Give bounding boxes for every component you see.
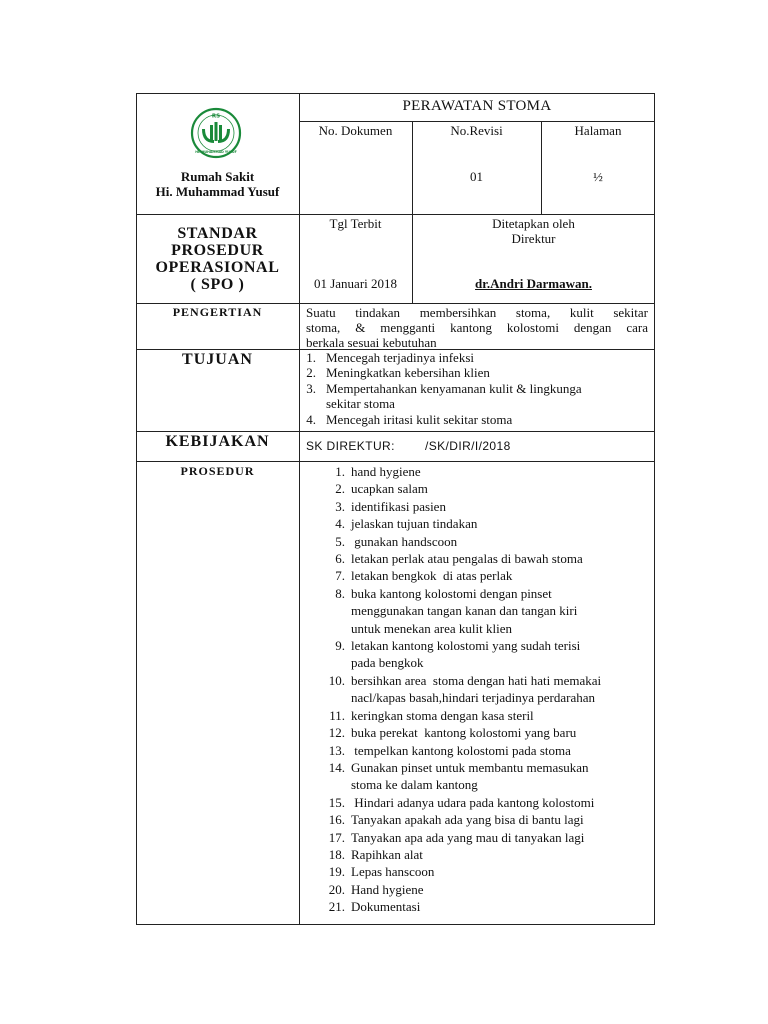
prosedur-item bbox=[326, 794, 651, 811]
no-revisi-label: No.Revisi bbox=[450, 123, 503, 138]
rule-under-header bbox=[136, 214, 655, 215]
rule-under-spo bbox=[136, 303, 655, 304]
halaman-value: ½ bbox=[593, 169, 603, 184]
prosedur-item bbox=[326, 637, 651, 672]
prosedur-item-text: pada bengkok bbox=[351, 655, 424, 671]
prosedur-item-text: nacl/kapas basah,hindari terjadinya perdarahan bbox=[351, 690, 595, 706]
tujuan-label: TUJUAN bbox=[182, 351, 253, 368]
svg-text:RS: RS bbox=[211, 113, 221, 120]
tgl-terbit-value: 01 Januari 2018 bbox=[313, 276, 398, 291]
tujuan-item bbox=[304, 412, 654, 427]
kebijakan-code: /SK/DIR/I/2018 bbox=[425, 439, 511, 453]
prosedur-label: PROSEDUR bbox=[180, 464, 255, 478]
prosedur-item-number: 18. bbox=[328, 846, 345, 862]
tujuan-item-number: 2. bbox=[306, 365, 316, 381]
tujuan-item-text: sekitar stoma bbox=[326, 396, 395, 412]
prosedur-item bbox=[326, 463, 651, 480]
no-revisi-value: 01 bbox=[470, 169, 483, 184]
document-title: PERAWATAN STOMA bbox=[402, 98, 552, 114]
prosedur-item bbox=[326, 846, 651, 863]
prosedur-item bbox=[326, 863, 651, 880]
no-dokumen-label: No. Dokumen bbox=[318, 123, 393, 138]
prosedur-item-number: 7. bbox=[335, 568, 345, 584]
prosedur-item bbox=[326, 759, 651, 794]
prosedur-item-text: bersihkan area stoma dengan hati hati memakai bbox=[351, 672, 602, 688]
prosedur-item-number: 20. bbox=[328, 881, 345, 897]
prosedur-item-text: Rapihkan alat bbox=[351, 846, 423, 862]
svg-text:HI. MUHAMMAD YUSUF: HI. MUHAMMAD YUSUF bbox=[195, 150, 237, 154]
tujuan-item-number: 3. bbox=[306, 380, 316, 396]
prosedur-item-number: 11. bbox=[329, 707, 345, 723]
prosedur-item-number: 15. bbox=[328, 794, 345, 810]
prosedur-item bbox=[326, 480, 651, 497]
prosedur-item bbox=[326, 550, 651, 567]
hospital-logo bbox=[190, 107, 242, 159]
prosedur-item-number: 16. bbox=[328, 812, 345, 828]
tujuan-item bbox=[304, 365, 654, 380]
tujuan-item-number: 4. bbox=[306, 411, 316, 427]
prosedur-item-text: letakan perlak atau pengalas di bawah stoma bbox=[351, 551, 583, 567]
spo-title-line3: OPERASIONAL bbox=[155, 259, 280, 276]
tujuan-item bbox=[304, 381, 654, 412]
prosedur-item-text: Gunakan pinset untuk membantu memasukan bbox=[351, 759, 589, 775]
ditetapkan-line2: Direktur bbox=[511, 231, 556, 246]
prosedur-item bbox=[326, 724, 651, 741]
prosedur-item-text: letakan bengkok di atas perlak bbox=[351, 568, 513, 584]
prosedur-item-text: jelaskan tujuan tindakan bbox=[351, 516, 478, 532]
kebijakan-label: KEBIJAKAN bbox=[165, 433, 270, 450]
tujuan-item bbox=[304, 350, 654, 365]
prosedur-item-text: Tanyakan apakah ada yang bisa di bantu lagi bbox=[351, 812, 584, 828]
ditetapkan-line1: Ditetapkan oleh bbox=[492, 216, 575, 231]
pengertian-line2: stoma, & mengganti kantong kolostomi dengan cara bbox=[306, 320, 648, 335]
tujuan-item-text: Meningkatkan kebersihan klien bbox=[326, 365, 490, 381]
prosedur-item-number: 12. bbox=[328, 725, 345, 741]
prosedur-item-number: 6. bbox=[335, 551, 345, 567]
rule-under-kebijakan bbox=[136, 461, 655, 462]
prosedur-item bbox=[326, 498, 651, 515]
prosedur-item-text: gunakan handscoon bbox=[351, 533, 458, 549]
prosedur-item-number: 10. bbox=[328, 672, 345, 688]
prosedur-item bbox=[326, 881, 651, 898]
prosedur-item bbox=[326, 707, 651, 724]
prosedur-item-text: menggunakan tangan kanan dan tangan kiri bbox=[351, 603, 578, 619]
prosedur-item-text: letakan kantong kolostomi yang sudah terisi bbox=[351, 638, 581, 654]
prosedur-list bbox=[326, 463, 651, 916]
prosedur-item-number: 2. bbox=[335, 481, 345, 497]
halaman-label: Halaman bbox=[574, 123, 622, 138]
prosedur-item-number: 8. bbox=[335, 585, 345, 601]
prosedur-item-text: Hindari adanya udara pada kantong kolostomi bbox=[351, 794, 595, 810]
tgl-terbit-label: Tgl Terbit bbox=[329, 216, 382, 231]
prosedur-item bbox=[326, 811, 651, 828]
tujuan-item-text: Mencegah terjadinya infeksi bbox=[326, 350, 474, 365]
prosedur-item-text: keringkan stoma dengan kasa steril bbox=[351, 707, 534, 723]
prosedur-item bbox=[326, 585, 651, 637]
prosedur-item-text: buka perekat kantong kolostomi yang baru bbox=[351, 725, 577, 741]
spo-document bbox=[136, 93, 655, 925]
prosedur-item bbox=[326, 567, 651, 584]
hospital-name-line2: Hi. Muhammad Yusuf bbox=[155, 184, 280, 199]
prosedur-item-number: 9. bbox=[335, 638, 345, 654]
prosedur-item-text: Tanyakan apa ada yang mau di tanyakan lagi bbox=[351, 829, 585, 845]
prosedur-item-number: 5. bbox=[335, 533, 345, 549]
spo-title-line1: STANDAR bbox=[177, 225, 258, 242]
tujuan-item-number: 1. bbox=[306, 350, 316, 365]
prosedur-item-text: buka kantong kolostomi dengan pinset bbox=[351, 585, 552, 601]
prosedur-item bbox=[326, 515, 651, 532]
spo-title-line2: PROSEDUR bbox=[171, 242, 264, 259]
prosedur-item bbox=[326, 829, 651, 846]
prosedur-item-number: 4. bbox=[335, 516, 345, 532]
rule-under-tujuan bbox=[136, 431, 655, 432]
prosedur-item-number: 21. bbox=[328, 899, 345, 915]
prosedur-item-text: hand hygiene bbox=[351, 464, 421, 479]
prosedur-item-number: 17. bbox=[328, 829, 345, 845]
pengertian-line1: Suatu tindakan membersihkan stoma, kulit sekitar bbox=[306, 305, 648, 320]
prosedur-item-text: Hand hygiene bbox=[351, 881, 424, 897]
prosedur-item bbox=[326, 672, 651, 707]
tujuan-item-text: Mencegah iritasi kulit sekitar stoma bbox=[326, 411, 513, 427]
pengertian-label: PENGERTIAN bbox=[172, 305, 263, 319]
pengertian-line3: berkala sesuai kebutuhan bbox=[306, 335, 437, 350]
prosedur-item-number: 1. bbox=[335, 464, 345, 479]
prosedur-item-text: Dokumentasi bbox=[351, 899, 421, 915]
spo-title-line4: ( SPO ) bbox=[190, 276, 245, 293]
hospital-name-line1: Rumah Sakit bbox=[180, 169, 255, 184]
prosedur-item-number: 19. bbox=[328, 864, 345, 880]
prosedur-item-text: Lepas hanscoon bbox=[351, 864, 435, 880]
rule-under-title bbox=[299, 121, 655, 122]
tujuan-item-text: Mempertahankan kenyamanan kulit & lingkunga bbox=[326, 380, 582, 396]
prosedur-item-number: 3. bbox=[335, 498, 345, 514]
prosedur-item bbox=[326, 742, 651, 759]
prosedur-item-number: 14. bbox=[328, 759, 345, 775]
prosedur-item-text: ucapkan salam bbox=[351, 481, 428, 497]
prosedur-item-text: tempelkan kantong kolostomi pada stoma bbox=[351, 742, 571, 758]
prosedur-item-text: identifikasi pasien bbox=[351, 498, 446, 514]
prosedur-item bbox=[326, 898, 651, 915]
prosedur-item-text: untuk menekan area kulit klien bbox=[351, 620, 513, 636]
kebijakan-prefix: SK DIREKTUR: bbox=[306, 439, 395, 453]
prosedur-item-text: stoma ke dalam kantong bbox=[351, 777, 478, 793]
tujuan-list bbox=[304, 350, 654, 427]
prosedur-item bbox=[326, 533, 651, 550]
prosedur-item-number: 13. bbox=[328, 742, 345, 758]
director-name: dr.Andri Darmawan. bbox=[475, 276, 592, 291]
